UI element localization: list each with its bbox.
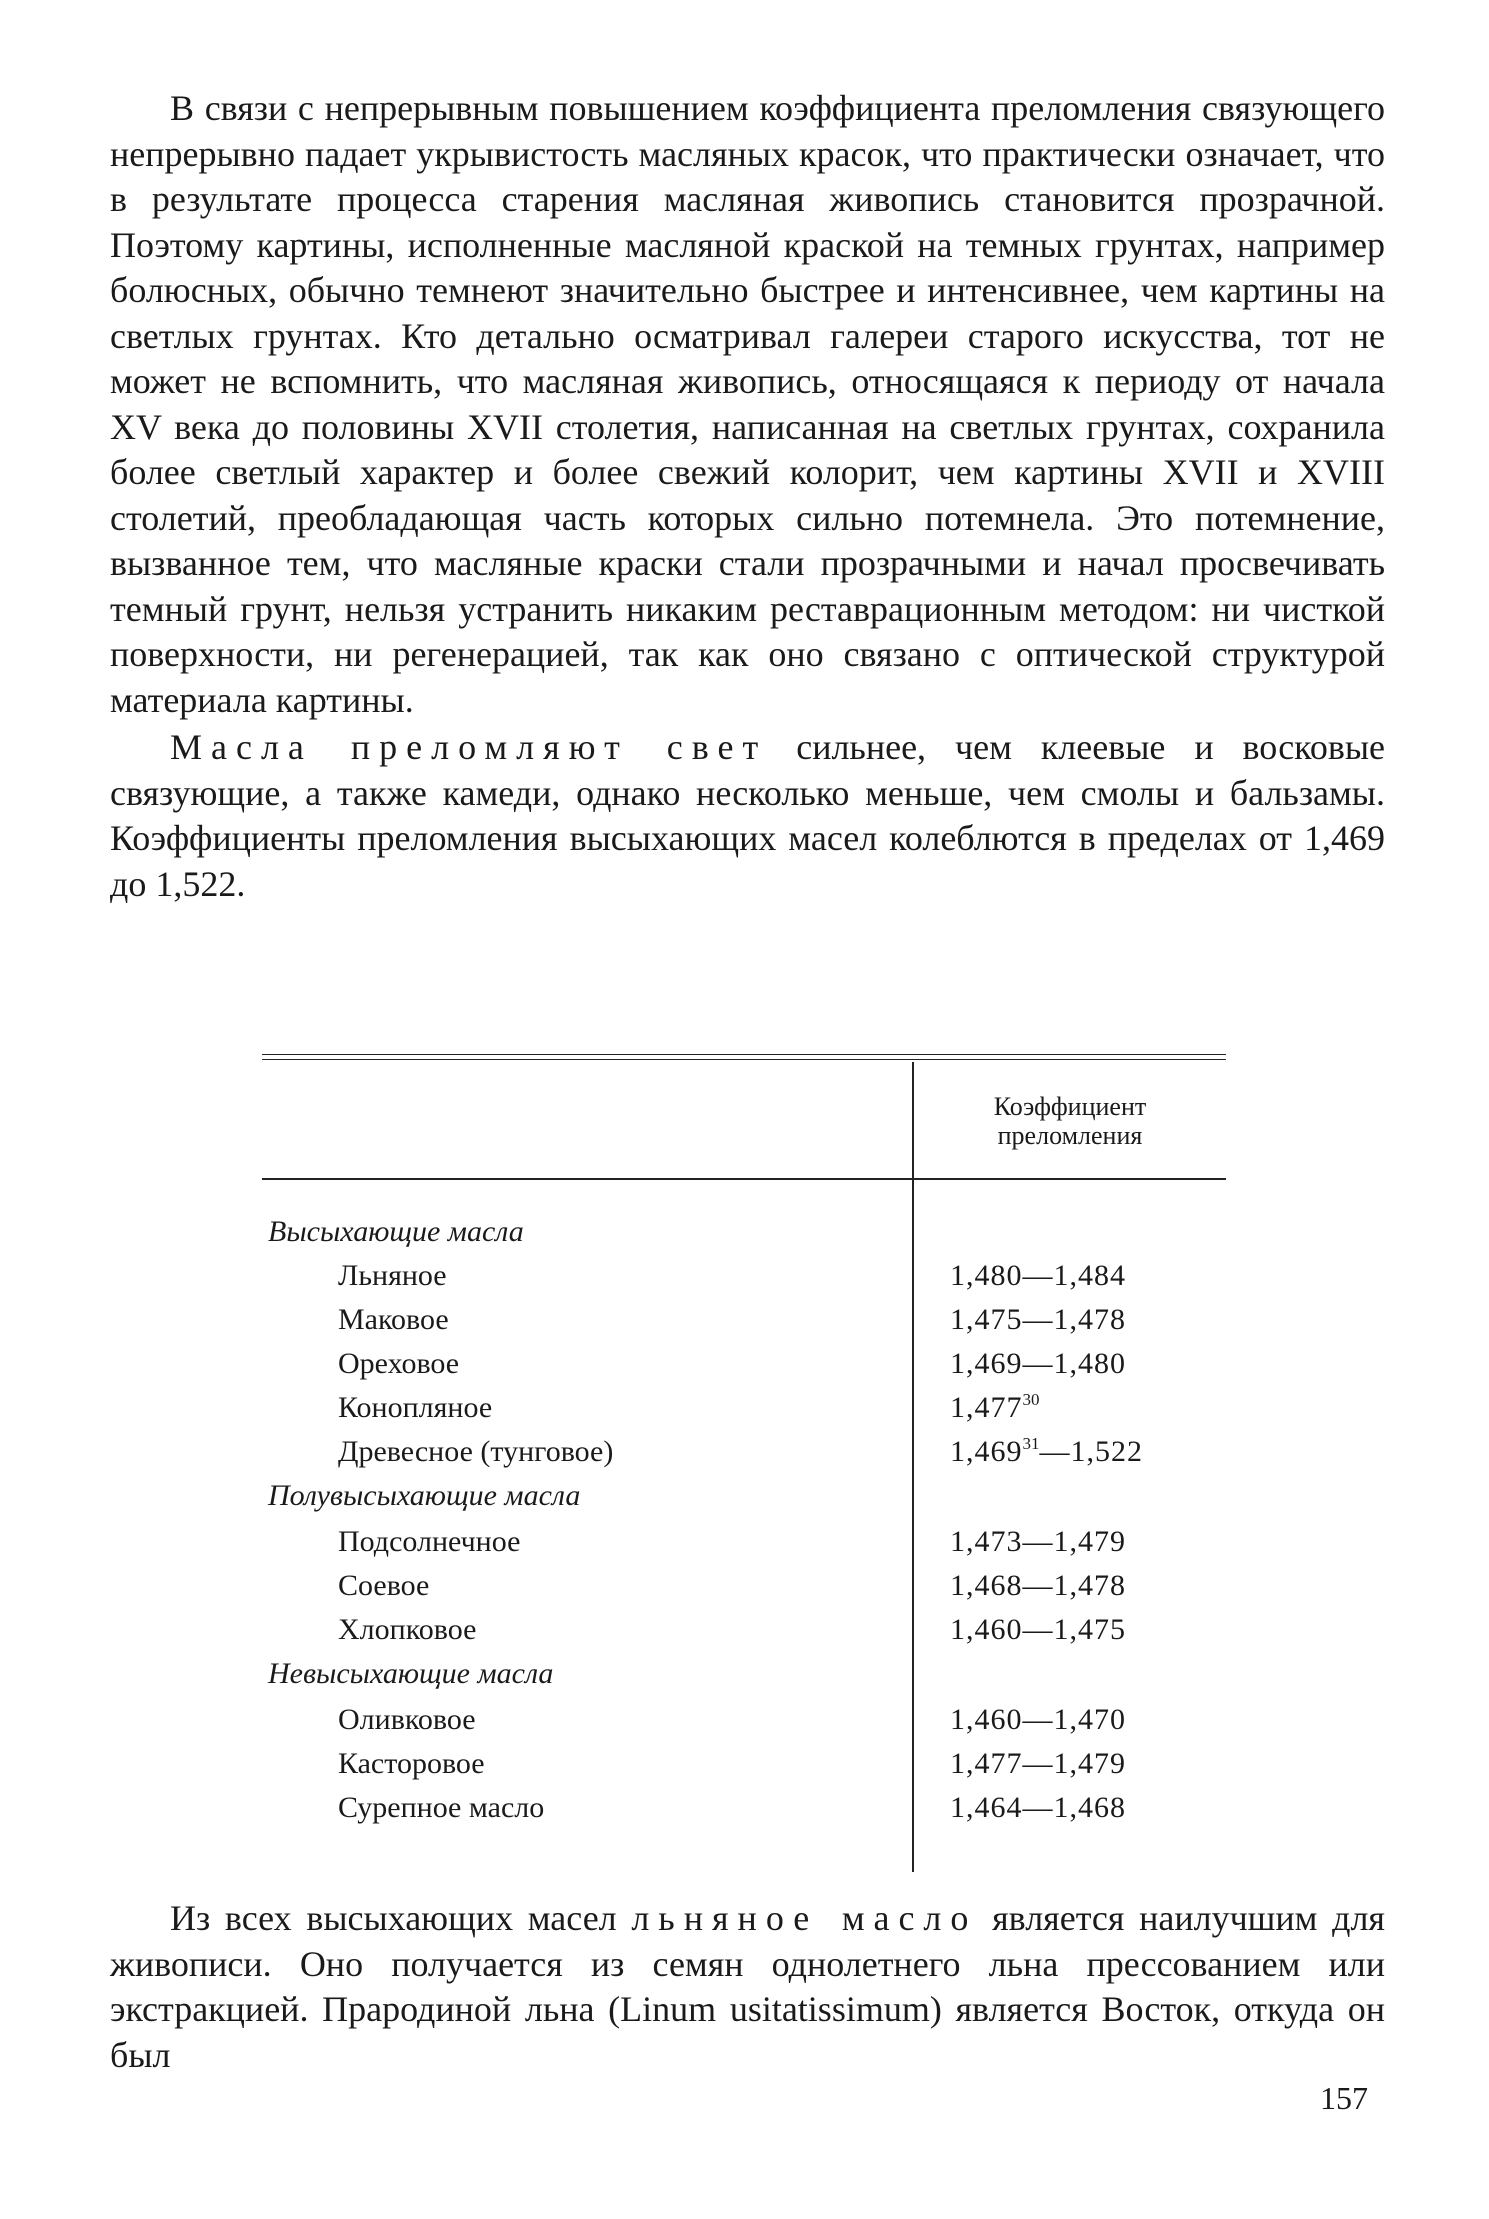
refraction-value: 1,480—1,484 (950, 1259, 1126, 1292)
refraction-value: 1,464—1,468 (950, 1791, 1126, 1824)
refraction-table (262, 1054, 1226, 1874)
paragraph-2-rest: сильнее, чем клеевые и восковые связующие, а также камеди, однако несколько меньше, чем смолы и бальзамы. Коэффициенты преломления высыхающих масел колеблются в пределах от 1,469 до 1,522. (110, 727, 1385, 904)
table-row (262, 1298, 1226, 1342)
refraction-value: 1,473—1,479 (950, 1525, 1126, 1558)
table-row (262, 1430, 1226, 1474)
table-row (262, 1698, 1226, 1742)
table-top-rule (262, 1054, 1226, 1060)
value-main: 1,469 (950, 1435, 1023, 1468)
body-text-continued (110, 1896, 1385, 2078)
value-tail: —1,522 (1039, 1435, 1143, 1468)
refraction-value: 1,475—1,478 (950, 1303, 1126, 1336)
spaced-emphasis-oils-refract: Масла преломляют свет (170, 727, 768, 767)
table-row (262, 1742, 1226, 1786)
page-number: 157 (1320, 2080, 1368, 2116)
spaced-emphasis-linseed-oil: льняное масло (631, 1898, 978, 1938)
refraction-value: 1,460—1,470 (950, 1703, 1126, 1736)
oil-name: Соевое (338, 1569, 430, 1602)
table-header-rule (262, 1178, 1226, 1180)
footnote-ref: 30 (1022, 1390, 1040, 1409)
group-row-drying-oils (262, 1210, 1226, 1254)
oil-name: Сурепное масло (338, 1791, 545, 1824)
table-row (262, 1564, 1226, 1608)
body-text (110, 86, 1385, 907)
footnote-ref: 31 (1022, 1434, 1040, 1453)
table-body (262, 1210, 1226, 1830)
refraction-value: 1,477—1,479 (950, 1747, 1126, 1780)
group-row-non-drying-oils (262, 1652, 1226, 1696)
group-title: Невысыхающие масла (268, 1657, 554, 1690)
group-title: Высыхающие масла (268, 1215, 524, 1248)
oil-name: Древесное (тунговое) (338, 1435, 614, 1468)
group-title: Полувысыхающие масла (268, 1479, 581, 1512)
table-row (262, 1342, 1226, 1386)
table-row (262, 1786, 1226, 1830)
oil-name: Льняное (338, 1259, 447, 1292)
refraction-value: 1,460—1,475 (950, 1613, 1126, 1646)
table-row (262, 1520, 1226, 1564)
refraction-value (950, 1386, 1040, 1430)
oil-name: Хлопковое (338, 1613, 477, 1646)
oil-name: Касторовое (338, 1747, 485, 1780)
oil-name: Маковое (338, 1303, 449, 1336)
paragraph-3-start: Из всех высыхающих масел (170, 1898, 632, 1938)
paragraph-1: В связи с непрерывным повышением коэффициента преломления связующего непрерывно падает укрывистость масляных красок, что практически означает, что в результате процесса старения масляная живопись становится прозрачной. Поэтому картины, исполненные масляной краской на темных грунтах, например болюсных, обычно темнеют значительно быстрее и интенсивнее, чем картины на светлых грунтах. Кто детально осматривал галереи старого искусства, тот не может не вспомнить, что масляная живопись, относящаяся к периоду от начала XV века до половины XVII столетия, написанная на светлых грунтах, сохранила более светлый характер и более свежий колорит, чем картины XVII и XVIII столетий, преобладающая часть которых сильно потемнела. Это потемнение, вызванное тем, что масляные краски стали прозрачными и начал просвечивать темный грунт, нельзя устранить никаким реставрационным методом: ни чисткой поверхности, ни регенерацией, так как оно связано с оптической структурой материала картины. (110, 88, 1385, 720)
paragraph-3-rest: является наилучшим для живописи. Оно получается из семян однолетнего льна прессованием или экстракцией. Прародиной льна (Linum usitatissimum) является Восток, откуда он был (110, 1898, 1385, 2075)
table-row (262, 1254, 1226, 1298)
oil-name: Конопляное (338, 1391, 493, 1424)
paragraph-3 (110, 1896, 1385, 2078)
refraction-value (950, 1430, 1143, 1474)
column-header-refraction (914, 1092, 1226, 1150)
column-header-line-2: преломления (997, 1121, 1143, 1150)
oil-name: Подсолнечное (338, 1525, 521, 1558)
oil-name: Оливковое (338, 1703, 476, 1736)
table-row (262, 1608, 1226, 1652)
oil-name: Ореховое (338, 1347, 460, 1380)
refraction-value: 1,468—1,478 (950, 1569, 1126, 1602)
paragraph-2 (110, 725, 1385, 907)
refraction-value: 1,469—1,480 (950, 1347, 1126, 1380)
value-main: 1,477 (950, 1391, 1023, 1424)
table-row (262, 1386, 1226, 1430)
column-header-line-1: Коэффициент (993, 1092, 1147, 1121)
group-row-semi-drying-oils (262, 1474, 1226, 1518)
